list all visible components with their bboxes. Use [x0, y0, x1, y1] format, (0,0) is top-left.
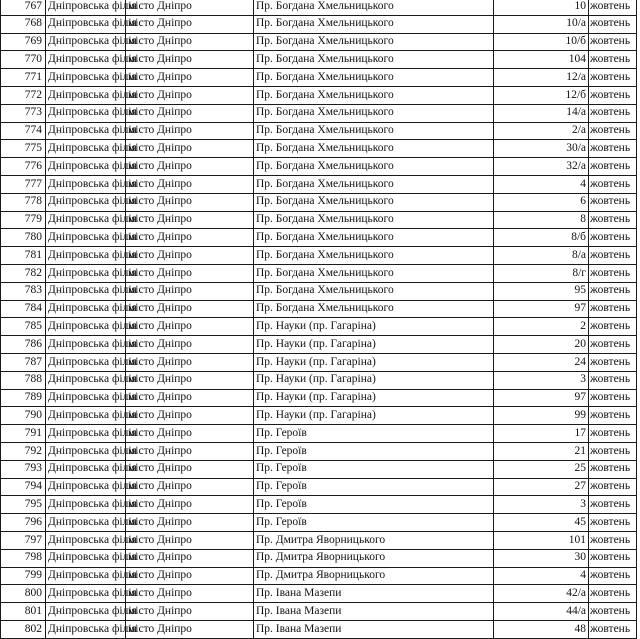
branch-cell: Дніпровська філія [46, 15, 126, 33]
street-cell: Пр. Богдана Хмельницького [254, 122, 494, 140]
house-number-cell: 17 [494, 425, 589, 443]
city-cell: місто Дніпро [126, 264, 254, 282]
row-number-cell: 786 [1, 336, 46, 354]
month-cell: жовтень [589, 122, 637, 140]
branch-cell: Дніпровська філія [46, 567, 126, 585]
row-number-cell: 789 [1, 389, 46, 407]
branch-cell: Дніпровська філія [46, 496, 126, 514]
row-number-cell: 799 [1, 567, 46, 585]
house-number-cell: 20 [494, 336, 589, 354]
month-cell: жовтень [589, 389, 637, 407]
city-cell: місто Дніпро [126, 51, 254, 69]
row-number-cell: 788 [1, 371, 46, 389]
street-cell: Пр. Героїв [254, 514, 494, 532]
branch-cell: Дніпровська філія [46, 318, 126, 336]
street-cell: Пр. Івана Мазепи [254, 585, 494, 603]
house-number-cell: 6 [494, 193, 589, 211]
table-row [1, 282, 637, 300]
house-number-cell: 4 [494, 175, 589, 193]
branch-cell: Дніпровська філія [46, 51, 126, 69]
month-cell: жовтень [589, 15, 637, 33]
table-row [1, 300, 637, 318]
city-cell: місто Дніпро [126, 15, 254, 33]
table-row [1, 478, 637, 496]
branch-cell: Дніпровська філія [46, 69, 126, 87]
street-cell: Пр. Дмитра Яворницького [254, 531, 494, 549]
row-number-cell: 778 [1, 193, 46, 211]
branch-cell: Дніпровська філія [46, 0, 126, 15]
month-cell: жовтень [589, 549, 637, 567]
street-cell: Пр. Богдана Хмельницького [254, 211, 494, 229]
table-row [1, 531, 637, 549]
table-row [1, 229, 637, 247]
table-row [1, 193, 637, 211]
city-cell: місто Дніпро [126, 193, 254, 211]
street-cell: Пр. Богдана Хмельницького [254, 104, 494, 122]
branch-cell: Дніпровська філія [46, 300, 126, 318]
table-row [1, 389, 637, 407]
branch-cell: Дніпровська філія [46, 371, 126, 389]
month-cell: жовтень [589, 51, 637, 69]
row-number-cell: 773 [1, 104, 46, 122]
branch-cell: Дніпровська філія [46, 460, 126, 478]
house-number-cell: 101 [494, 531, 589, 549]
street-cell: Пр. Богдана Хмельницького [254, 158, 494, 176]
house-number-cell: 10/а [494, 15, 589, 33]
branch-cell: Дніпровська філія [46, 33, 126, 51]
street-cell: Пр. Богдана Хмельницького [254, 247, 494, 265]
row-number-cell: 796 [1, 514, 46, 532]
row-number-cell: 791 [1, 425, 46, 443]
table-row [1, 514, 637, 532]
table-row [1, 247, 637, 265]
month-cell: жовтень [589, 300, 637, 318]
branch-cell: Дніпровська філія [46, 122, 126, 140]
house-number-cell: 3 [494, 496, 589, 514]
month-cell: жовтень [589, 585, 637, 603]
row-number-cell: 783 [1, 282, 46, 300]
month-cell: жовтень [589, 496, 637, 514]
house-number-cell: 25 [494, 460, 589, 478]
street-cell: Пр. Дмитра Яворницького [254, 549, 494, 567]
city-cell: місто Дніпро [126, 514, 254, 532]
month-cell: жовтень [589, 104, 637, 122]
street-cell: Пр. Богдана Хмельницького [254, 193, 494, 211]
branch-cell: Дніпровська філія [46, 282, 126, 300]
row-number-cell: 775 [1, 140, 46, 158]
house-number-cell: 10 [494, 0, 589, 15]
table-row [1, 353, 637, 371]
street-cell: Пр. Богдана Хмельницького [254, 282, 494, 300]
table-row [1, 603, 637, 621]
branch-cell: Дніпровська філія [46, 549, 126, 567]
city-cell: місто Дніпро [126, 531, 254, 549]
row-number-cell: 779 [1, 211, 46, 229]
month-cell: жовтень [589, 336, 637, 354]
house-number-cell: 30 [494, 549, 589, 567]
house-number-cell: 12/а [494, 69, 589, 87]
row-number-cell: 801 [1, 603, 46, 621]
month-cell: жовтень [589, 33, 637, 51]
table-row [1, 407, 637, 425]
branch-cell: Дніпровська філія [46, 336, 126, 354]
house-number-cell: 27 [494, 478, 589, 496]
month-cell: жовтень [589, 264, 637, 282]
house-number-cell: 21 [494, 442, 589, 460]
street-cell: Пр. Науки (пр. Гагаріна) [254, 336, 494, 354]
month-cell: жовтень [589, 603, 637, 621]
row-number-cell: 787 [1, 353, 46, 371]
street-cell: Пр. Богдана Хмельницького [254, 0, 494, 15]
city-cell: місто Дніпро [126, 353, 254, 371]
city-cell: місто Дніпро [126, 33, 254, 51]
house-number-cell: 8 [494, 211, 589, 229]
house-number-cell: 8/г [494, 264, 589, 282]
street-cell: Пр. Науки (пр. Гагаріна) [254, 353, 494, 371]
branch-cell: Дніпровська філія [46, 407, 126, 425]
table-row [1, 122, 637, 140]
row-number-cell: 790 [1, 407, 46, 425]
branch-cell: Дніпровська філія [46, 353, 126, 371]
table-row [1, 549, 637, 567]
house-number-cell: 48 [494, 620, 589, 638]
row-number-cell: 781 [1, 247, 46, 265]
row-number-cell: 793 [1, 460, 46, 478]
city-cell: місто Дніпро [126, 122, 254, 140]
city-cell: місто Дніпро [126, 175, 254, 193]
row-number-cell: 800 [1, 585, 46, 603]
row-number-cell: 767 [1, 0, 46, 15]
city-cell: місто Дніпро [126, 140, 254, 158]
table-row [1, 318, 637, 336]
branch-cell: Дніпровська філія [46, 442, 126, 460]
month-cell: жовтень [589, 407, 637, 425]
house-number-cell: 12/б [494, 86, 589, 104]
street-cell: Пр. Дмитра Яворницького [254, 567, 494, 585]
month-cell: жовтень [589, 514, 637, 532]
table-body [1, 0, 637, 638]
city-cell: місто Дніпро [126, 549, 254, 567]
street-cell: Пр. Героїв [254, 496, 494, 514]
city-cell: місто Дніпро [126, 478, 254, 496]
city-cell: місто Дніпро [126, 86, 254, 104]
row-number-cell: 795 [1, 496, 46, 514]
street-cell: Пр. Богдана Хмельницького [254, 229, 494, 247]
month-cell: жовтень [589, 620, 637, 638]
row-number-cell: 782 [1, 264, 46, 282]
row-number-cell: 798 [1, 549, 46, 567]
row-number-cell: 797 [1, 531, 46, 549]
branch-cell: Дніпровська філія [46, 620, 126, 638]
city-cell: місто Дніпро [126, 442, 254, 460]
branch-cell: Дніпровська філія [46, 175, 126, 193]
branch-cell: Дніпровська філія [46, 389, 126, 407]
branch-cell: Дніпровська філія [46, 158, 126, 176]
city-cell: місто Дніпро [126, 229, 254, 247]
month-cell: жовтень [589, 567, 637, 585]
month-cell: жовтень [589, 442, 637, 460]
city-cell: місто Дніпро [126, 0, 254, 15]
row-number-cell: 771 [1, 69, 46, 87]
house-number-cell: 97 [494, 389, 589, 407]
month-cell: жовтень [589, 69, 637, 87]
city-cell: місто Дніпро [126, 371, 254, 389]
street-cell: Пр. Івана Мазепи [254, 603, 494, 621]
table-row [1, 336, 637, 354]
table-row [1, 620, 637, 638]
month-cell: жовтень [589, 425, 637, 443]
city-cell: місто Дніпро [126, 318, 254, 336]
street-cell: Пр. Івана Мазепи [254, 620, 494, 638]
branch-cell: Дніпровська філія [46, 86, 126, 104]
table-row [1, 86, 637, 104]
month-cell: жовтень [589, 175, 637, 193]
street-cell: Пр. Науки (пр. Гагаріна) [254, 371, 494, 389]
street-cell: Пр. Богдана Хмельницького [254, 86, 494, 104]
street-cell: Пр. Науки (пр. Гагаріна) [254, 318, 494, 336]
month-cell: жовтень [589, 318, 637, 336]
row-number-cell: 794 [1, 478, 46, 496]
street-cell: Пр. Богдана Хмельницького [254, 264, 494, 282]
month-cell: жовтень [589, 86, 637, 104]
house-number-cell: 14/а [494, 104, 589, 122]
table-row [1, 460, 637, 478]
branch-cell: Дніпровська філія [46, 229, 126, 247]
street-cell: Пр. Науки (пр. Гагаріна) [254, 407, 494, 425]
city-cell: місто Дніпро [126, 425, 254, 443]
street-cell: Пр. Науки (пр. Гагаріна) [254, 389, 494, 407]
table-row [1, 264, 637, 282]
city-cell: місто Дніпро [126, 567, 254, 585]
month-cell: жовтень [589, 353, 637, 371]
branch-cell: Дніпровська філія [46, 193, 126, 211]
row-number-cell: 777 [1, 175, 46, 193]
branch-cell: Дніпровська філія [46, 104, 126, 122]
street-cell: Пр. Богдана Хмельницького [254, 140, 494, 158]
street-cell: Пр. Богдана Хмельницького [254, 69, 494, 87]
table-row [1, 15, 637, 33]
house-number-cell: 99 [494, 407, 589, 425]
row-number-cell: 785 [1, 318, 46, 336]
house-number-cell: 3 [494, 371, 589, 389]
row-number-cell: 774 [1, 122, 46, 140]
table-row [1, 442, 637, 460]
house-number-cell: 2/а [494, 122, 589, 140]
table-row [1, 585, 637, 603]
table-row [1, 104, 637, 122]
city-cell: місто Дніпро [126, 336, 254, 354]
row-number-cell: 784 [1, 300, 46, 318]
house-number-cell: 2 [494, 318, 589, 336]
house-number-cell: 42/а [494, 585, 589, 603]
street-cell: Пр. Богдана Хмельницького [254, 33, 494, 51]
table-row [1, 211, 637, 229]
house-number-cell: 97 [494, 300, 589, 318]
table-row [1, 175, 637, 193]
city-cell: місто Дніпро [126, 104, 254, 122]
row-number-cell: 770 [1, 51, 46, 69]
street-cell: Пр. Богдана Хмельницького [254, 51, 494, 69]
city-cell: місто Дніпро [126, 585, 254, 603]
table-row [1, 567, 637, 585]
city-cell: місто Дніпро [126, 620, 254, 638]
city-cell: місто Дніпро [126, 282, 254, 300]
branch-cell: Дніпровська філія [46, 478, 126, 496]
row-number-cell: 792 [1, 442, 46, 460]
street-cell: Пр. Богдана Хмельницького [254, 15, 494, 33]
row-number-cell: 776 [1, 158, 46, 176]
month-cell: жовтень [589, 371, 637, 389]
city-cell: місто Дніпро [126, 389, 254, 407]
branch-cell: Дніпровська філія [46, 264, 126, 282]
house-number-cell: 30/а [494, 140, 589, 158]
street-cell: Пр. Героїв [254, 425, 494, 443]
table-row [1, 158, 637, 176]
month-cell: жовтень [589, 460, 637, 478]
city-cell: місто Дніпро [126, 460, 254, 478]
row-number-cell: 802 [1, 620, 46, 638]
house-number-cell: 8/б [494, 229, 589, 247]
street-cell: Пр. Героїв [254, 442, 494, 460]
row-number-cell: 768 [1, 15, 46, 33]
house-number-cell: 32/а [494, 158, 589, 176]
street-cell: Пр. Богдана Хмельницького [254, 175, 494, 193]
table-row [1, 69, 637, 87]
house-number-cell: 4 [494, 567, 589, 585]
street-cell: Пр. Богдана Хмельницького [254, 300, 494, 318]
row-number-cell: 772 [1, 86, 46, 104]
branch-cell: Дніпровська філія [46, 585, 126, 603]
table-row [1, 140, 637, 158]
table-row [1, 425, 637, 443]
branch-cell: Дніпровська філія [46, 531, 126, 549]
city-cell: місто Дніпро [126, 407, 254, 425]
house-number-cell: 24 [494, 353, 589, 371]
city-cell: місто Дніпро [126, 247, 254, 265]
table-row [1, 0, 637, 15]
month-cell: жовтень [589, 158, 637, 176]
branch-cell: Дніпровська філія [46, 211, 126, 229]
table-row [1, 33, 637, 51]
month-cell: жовтень [589, 211, 637, 229]
city-cell: місто Дніпро [126, 69, 254, 87]
house-number-cell: 95 [494, 282, 589, 300]
city-cell: місто Дніпро [126, 300, 254, 318]
street-cell: Пр. Героїв [254, 478, 494, 496]
city-cell: місто Дніпро [126, 496, 254, 514]
table-row [1, 496, 637, 514]
month-cell: жовтень [589, 0, 637, 15]
house-number-cell: 45 [494, 514, 589, 532]
house-number-cell: 10/б [494, 33, 589, 51]
row-number-cell: 780 [1, 229, 46, 247]
house-number-cell: 44/а [494, 603, 589, 621]
street-cell: Пр. Героїв [254, 460, 494, 478]
branch-cell: Дніпровська філія [46, 425, 126, 443]
branch-cell: Дніпровська філія [46, 247, 126, 265]
month-cell: жовтень [589, 193, 637, 211]
row-number-cell: 769 [1, 33, 46, 51]
city-cell: місто Дніпро [126, 211, 254, 229]
city-cell: місто Дніпро [126, 158, 254, 176]
month-cell: жовтень [589, 247, 637, 265]
city-cell: місто Дніпро [126, 603, 254, 621]
month-cell: жовтень [589, 531, 637, 549]
table-row [1, 371, 637, 389]
branch-cell: Дніпровська філія [46, 603, 126, 621]
table-row [1, 51, 637, 69]
branch-cell: Дніпровська філія [46, 514, 126, 532]
month-cell: жовтень [589, 229, 637, 247]
branch-cell: Дніпровська філія [46, 140, 126, 158]
month-cell: жовтень [589, 282, 637, 300]
house-number-cell: 8/а [494, 247, 589, 265]
month-cell: жовтень [589, 140, 637, 158]
house-number-cell: 104 [494, 51, 589, 69]
month-cell: жовтень [589, 478, 637, 496]
